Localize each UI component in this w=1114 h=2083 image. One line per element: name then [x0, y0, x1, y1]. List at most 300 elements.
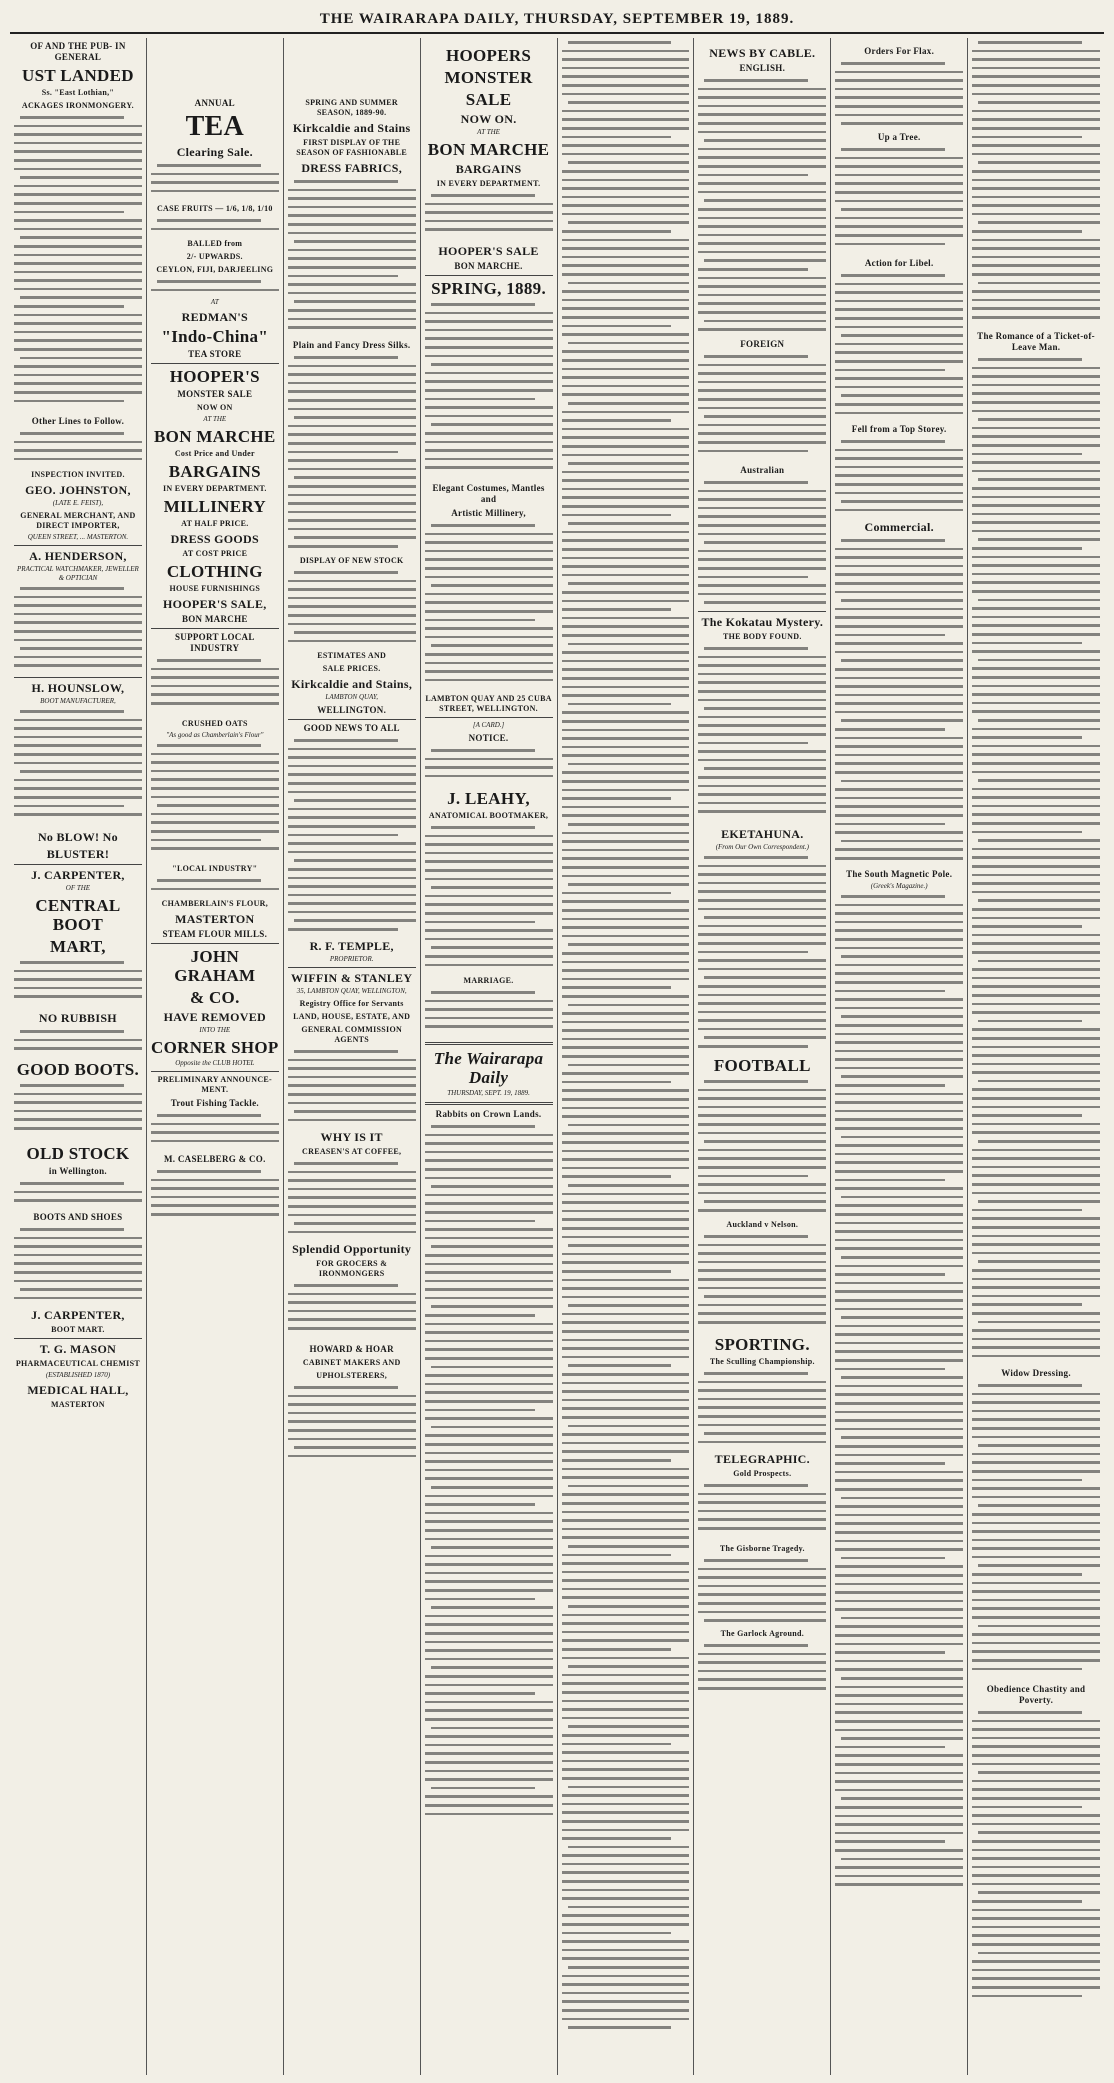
- text-line: [14, 1242, 142, 1251]
- text-line-ink: [972, 642, 1082, 645]
- text-line-ink: [14, 449, 142, 452]
- text-line-ink: [562, 557, 690, 560]
- text-line: [972, 1647, 1100, 1656]
- text-line-ink: [698, 96, 826, 99]
- ad-heading: Trout Fishing Tackle.: [170, 1098, 259, 1108]
- text-line: [562, 1052, 690, 1061]
- text-line-ink: [157, 164, 261, 167]
- text-line-ink: [972, 239, 1100, 242]
- text-line-ink: [20, 296, 142, 299]
- text-line: [425, 1535, 553, 1544]
- text-line-ink: [288, 1318, 416, 1321]
- ad-heading: MASTERTON: [175, 912, 255, 926]
- text-line-ink: [972, 667, 1100, 670]
- text-line-ink: [841, 780, 963, 783]
- text-line-ink: [562, 376, 690, 379]
- text-line-ink: [425, 1211, 553, 1214]
- text-line-ink: [568, 282, 690, 285]
- column-4: [421, 38, 558, 2075]
- text-line-ink: [972, 1909, 1100, 1912]
- text-block: [288, 1383, 416, 1463]
- text-line: [562, 1705, 690, 1714]
- text-line: [562, 511, 690, 520]
- article-text: [698, 76, 826, 336]
- text-line-ink: [425, 329, 553, 332]
- text-line-ink: [972, 75, 1100, 78]
- text-line-ink: [835, 1651, 945, 1654]
- text-line: [698, 291, 826, 300]
- text-line: [14, 1251, 142, 1260]
- text-line: [14, 1036, 142, 1045]
- text-line-ink: [288, 588, 416, 591]
- text-line-ink: [835, 403, 963, 406]
- text-line: [425, 309, 553, 318]
- text-line: [698, 248, 826, 257]
- text-line-ink: [562, 411, 690, 414]
- text-line: [835, 1279, 963, 1288]
- text-line-ink: [288, 1084, 416, 1087]
- text-line-ink: [978, 41, 1082, 44]
- text-line-ink: [562, 1279, 690, 1282]
- ad-heading: CRUSHED OATS: [181, 719, 248, 728]
- text-line: [972, 707, 1100, 716]
- text-line-ink: [431, 946, 553, 949]
- text-line-ink: [835, 308, 963, 311]
- text-line: [288, 1056, 416, 1065]
- text-line-ink: [835, 483, 963, 486]
- text-line: [972, 1579, 1100, 1588]
- text-line: [972, 1803, 1100, 1812]
- text-line-ink: [835, 1024, 963, 1027]
- ad-heading: PHARMACEUTICAL CHEMIST: [15, 1359, 141, 1368]
- text-line: [972, 1128, 1100, 1137]
- text-line: [972, 1717, 1100, 1726]
- text-line-ink: [425, 415, 553, 418]
- text-line: [698, 653, 826, 662]
- text-line-ink: [568, 402, 690, 405]
- text-line-ink: [972, 985, 1100, 988]
- text-line: [972, 1888, 1100, 1897]
- text-line: [562, 493, 690, 502]
- text-line: [835, 674, 963, 683]
- text-line: [562, 218, 690, 227]
- text-line-ink: [425, 389, 553, 392]
- text-line-ink: [562, 1820, 690, 1823]
- text-line: [14, 199, 142, 208]
- text-line-ink: [835, 625, 963, 628]
- text-line-ink: [431, 423, 553, 426]
- text-line-ink: [151, 190, 279, 193]
- text-line-ink: [14, 813, 142, 816]
- text-line-ink: [425, 1563, 553, 1566]
- text-line-ink: [835, 972, 963, 975]
- text-line: [562, 1963, 690, 1972]
- text-line: [14, 182, 142, 191]
- text-line: [288, 533, 416, 542]
- text-line: [972, 1094, 1100, 1103]
- text-line: [835, 409, 963, 418]
- text-line-ink: [698, 1593, 826, 1596]
- text-line-ink: [978, 839, 1100, 842]
- text-line: [562, 1181, 690, 1190]
- text-line: [288, 1452, 416, 1461]
- text-line: [288, 1073, 416, 1082]
- text-line: [288, 246, 416, 255]
- text-line-ink: [835, 1643, 963, 1646]
- text-line-ink: [698, 776, 826, 779]
- text-line: [698, 478, 826, 487]
- text-line-ink: [562, 1837, 672, 1840]
- text-line: [698, 982, 826, 991]
- text-line: [972, 424, 1100, 433]
- text-line-ink: [841, 719, 963, 722]
- text-line-ink: [698, 994, 826, 997]
- text-line-ink: [698, 785, 826, 788]
- text-line: [698, 93, 826, 102]
- text-line: [972, 493, 1100, 502]
- text-line-ink: [562, 1536, 690, 1539]
- text-line: [562, 1800, 690, 1809]
- text-line: [972, 1536, 1100, 1545]
- text-line-ink: [562, 1854, 690, 1857]
- text-line-ink: [14, 719, 142, 722]
- text-line: [562, 1774, 690, 1783]
- text-line: [425, 1320, 553, 1329]
- text-line: [972, 1146, 1100, 1155]
- text-line: [562, 923, 690, 932]
- text-line-ink: [698, 959, 826, 962]
- text-line: [562, 1258, 690, 1267]
- text-line: [972, 261, 1100, 270]
- text-line-ink: [972, 1823, 1100, 1826]
- text-line: [562, 1585, 690, 1594]
- text-line-ink: [288, 748, 416, 751]
- text-line-ink: [704, 79, 808, 82]
- text-line: [835, 708, 963, 717]
- text-line-ink: [288, 528, 416, 531]
- text-line: [972, 1656, 1100, 1665]
- column-3: [284, 38, 421, 2075]
- text-line-ink: [568, 2026, 672, 2029]
- text-line: [698, 119, 826, 128]
- ad-heading: SALE: [465, 90, 512, 109]
- text-line-ink: [698, 664, 826, 667]
- text-line: [562, 1009, 690, 1018]
- text-line-ink: [698, 1602, 826, 1605]
- text-line-ink: [835, 1729, 963, 1732]
- text-line: [562, 1765, 690, 1774]
- text-line-ink: [157, 744, 261, 747]
- text-line-ink: [835, 1273, 945, 1276]
- ad-heading: BARGAINS: [455, 162, 522, 176]
- ad-subheading: INTO THE: [199, 1026, 231, 1034]
- text-line: [288, 585, 416, 594]
- text-line: [698, 1481, 826, 1490]
- text-line-ink: [698, 225, 826, 228]
- text-line-ink: [562, 1046, 690, 1049]
- text-line: [698, 1232, 826, 1241]
- text-line: [698, 352, 826, 361]
- column-1: [10, 38, 147, 2075]
- text-line-ink: [835, 88, 963, 91]
- text-line: [562, 270, 690, 279]
- text-line: [698, 1172, 826, 1181]
- text-line-ink: [972, 1573, 1082, 1576]
- text-line-ink: [14, 621, 142, 624]
- text-line: [14, 122, 142, 131]
- text-line: [835, 1571, 963, 1580]
- text-line: [425, 1724, 553, 1733]
- text-line-ink: [562, 1657, 690, 1660]
- text-line-ink: [972, 968, 1100, 971]
- text-line: [151, 844, 279, 853]
- text-line-ink: [14, 753, 142, 756]
- text-line: [972, 879, 1100, 888]
- text-line: [14, 1090, 142, 1099]
- text-line: [972, 1197, 1100, 1206]
- text-line-ink: [835, 1763, 963, 1766]
- text-line-ink: [151, 770, 279, 773]
- text-line: [562, 1628, 690, 1637]
- text-line-ink: [562, 454, 690, 457]
- text-line: [562, 691, 690, 700]
- text-line-ink: [151, 888, 279, 891]
- text-line: [835, 648, 963, 657]
- text-line-ink: [698, 908, 826, 911]
- text-line-ink: [972, 1028, 1100, 1031]
- text-line: [425, 1775, 553, 1784]
- text-line: [835, 85, 963, 94]
- text-line: [288, 297, 416, 306]
- text-line: [698, 538, 826, 547]
- text-line: [288, 430, 416, 439]
- text-line: [698, 404, 826, 413]
- text-line-ink: [698, 165, 826, 168]
- text-line-ink: [562, 1794, 690, 1797]
- text-line: [562, 1379, 690, 1388]
- text-line-ink: [704, 856, 808, 859]
- text-line: [425, 1732, 553, 1741]
- text-line: [835, 93, 963, 102]
- ad-heading: Cost Price and Under: [174, 449, 255, 458]
- column-6: [694, 38, 831, 2075]
- text-line: [288, 1193, 416, 1202]
- text-line: [972, 1309, 1100, 1318]
- text-line: [562, 1129, 690, 1138]
- text-line: [972, 553, 1100, 562]
- text-block: [288, 1047, 416, 1127]
- text-line-ink: [841, 1015, 963, 1018]
- text-line: [698, 378, 826, 387]
- text-line: [425, 1165, 553, 1174]
- text-line: [562, 588, 690, 597]
- text-line-ink: [835, 1402, 963, 1405]
- text-line-ink: [972, 256, 1100, 259]
- text-line: [835, 918, 963, 927]
- text-line-ink: [835, 771, 963, 774]
- text-line-ink: [835, 947, 963, 950]
- text-line: [835, 1640, 963, 1649]
- text-line: [835, 1055, 963, 1064]
- text-line-ink: [972, 1063, 1100, 1066]
- text-line: [972, 1275, 1100, 1284]
- text-line: [288, 1168, 416, 1177]
- text-line: [835, 596, 963, 605]
- text-line-ink: [562, 1743, 672, 1746]
- text-line: [425, 875, 553, 884]
- text-line: [288, 568, 416, 577]
- text-line-ink: [294, 1162, 398, 1165]
- ad-heading: REDMAN'S: [181, 310, 249, 324]
- text-line-ink: [835, 360, 963, 363]
- text-line: [698, 171, 826, 180]
- text-line-ink: [431, 1787, 535, 1790]
- text-line-ink: [568, 883, 690, 886]
- text-line-ink: [562, 875, 690, 878]
- text-line: [972, 1458, 1100, 1467]
- text-line: [698, 487, 826, 496]
- text-line: [972, 1553, 1100, 1562]
- text-line-ink: [562, 471, 690, 474]
- text-line: [562, 64, 690, 73]
- text-line-ink: [972, 848, 1100, 851]
- text-line: [835, 1313, 963, 1322]
- text-line-ink: [698, 533, 826, 536]
- divider: [14, 677, 142, 678]
- text-line: [972, 1966, 1100, 1975]
- article-heading: Up a Tree.: [877, 132, 921, 142]
- text-line-ink: [972, 1977, 1100, 1980]
- text-line-ink: [568, 41, 672, 44]
- ad-heading: Splendid Opportunity: [292, 1242, 412, 1256]
- text-line: [425, 455, 553, 464]
- text-line-ink: [972, 153, 1100, 156]
- text-line-ink: [972, 1054, 1100, 1057]
- text-line: [972, 914, 1100, 923]
- text-line-ink: [835, 1815, 963, 1818]
- text-line-ink: [972, 1338, 1100, 1341]
- text-line-ink: [698, 364, 826, 367]
- text-line-ink: [972, 822, 1100, 825]
- text-line-ink: [698, 985, 826, 988]
- text-line: [562, 614, 690, 623]
- text-line: [698, 136, 826, 145]
- text-line-ink: [288, 318, 416, 321]
- text-line-ink: [288, 902, 416, 905]
- text-line-ink: [972, 1788, 1100, 1791]
- text-line: [562, 648, 690, 657]
- text-line: [425, 1380, 553, 1389]
- text-line: [972, 819, 1100, 828]
- text-line-ink: [562, 505, 690, 508]
- text-line: [288, 779, 416, 788]
- text-line: [835, 588, 963, 597]
- text-line-ink: [835, 1161, 963, 1164]
- text-line-ink: [698, 1157, 826, 1160]
- text-line-ink: [835, 651, 963, 654]
- text-line: [972, 47, 1100, 56]
- text-line: [425, 530, 553, 539]
- text-line: [562, 1439, 690, 1448]
- text-line: [835, 1330, 963, 1339]
- text-line: [425, 1629, 553, 1638]
- text-line: [972, 227, 1100, 236]
- text-line: [562, 339, 690, 348]
- text-line: [972, 759, 1100, 768]
- text-line: [972, 1077, 1100, 1086]
- text-line: [562, 640, 690, 649]
- text-line-ink: [835, 1780, 963, 1783]
- text-block: [14, 584, 142, 674]
- text-line-ink: [425, 921, 535, 924]
- text-line-ink: [425, 1641, 553, 1644]
- text-line-ink: [972, 556, 1100, 559]
- text-line-ink: [151, 787, 279, 790]
- text-line-ink: [698, 1287, 826, 1290]
- text-line-ink: [425, 380, 553, 383]
- text-line-ink: [835, 1840, 945, 1843]
- text-line: [425, 1005, 553, 1014]
- text-line: [972, 656, 1100, 665]
- text-line: [972, 948, 1100, 957]
- text-line-ink: [294, 1222, 416, 1225]
- text-line: [425, 1242, 553, 1251]
- text-line-ink: [425, 1469, 553, 1472]
- text-line: [972, 939, 1100, 948]
- text-line-ink: [835, 466, 963, 469]
- text-line: [835, 1442, 963, 1451]
- text-line: [425, 909, 553, 918]
- text-line: [835, 1476, 963, 1485]
- text-line-ink: [562, 625, 690, 628]
- text-line-ink: [972, 813, 1100, 816]
- ad-heading: CREASEN'S AT COFFEE,: [302, 1147, 402, 1156]
- text-line: [425, 1603, 553, 1612]
- text-line: [835, 1382, 963, 1391]
- text-line-ink: [835, 1084, 945, 1087]
- text-line-ink: [704, 320, 826, 323]
- text-line: [835, 1760, 963, 1769]
- text-line: [288, 1290, 416, 1299]
- text-line-ink: [14, 245, 142, 248]
- text-line: [562, 296, 690, 305]
- text-line: [562, 201, 690, 210]
- article-text: [835, 536, 963, 866]
- text-line: [972, 475, 1100, 484]
- text-block: [425, 521, 553, 691]
- text-line-ink: [425, 1632, 553, 1635]
- text-line-ink: [288, 1067, 416, 1070]
- text-line: [835, 1030, 963, 1039]
- text-line-ink: [698, 1166, 826, 1169]
- text-line-ink: [835, 694, 963, 697]
- text-line-ink: [972, 170, 1100, 173]
- text-line-ink: [562, 1210, 690, 1213]
- text-line-ink: [562, 1132, 690, 1135]
- text-line-ink: [425, 1615, 553, 1618]
- text-line-ink: [562, 1029, 690, 1032]
- text-line-ink: [972, 1046, 1100, 1049]
- text-line-ink: [562, 385, 690, 388]
- text-line-ink: [972, 1720, 1100, 1723]
- text-line: [288, 203, 416, 212]
- ad-heading: BON MARCHE: [154, 427, 276, 446]
- text-line: [562, 193, 690, 202]
- text-line: [698, 239, 826, 248]
- text-line: [972, 716, 1100, 725]
- text-line-ink: [425, 1400, 553, 1403]
- text-line-ink: [425, 1340, 553, 1343]
